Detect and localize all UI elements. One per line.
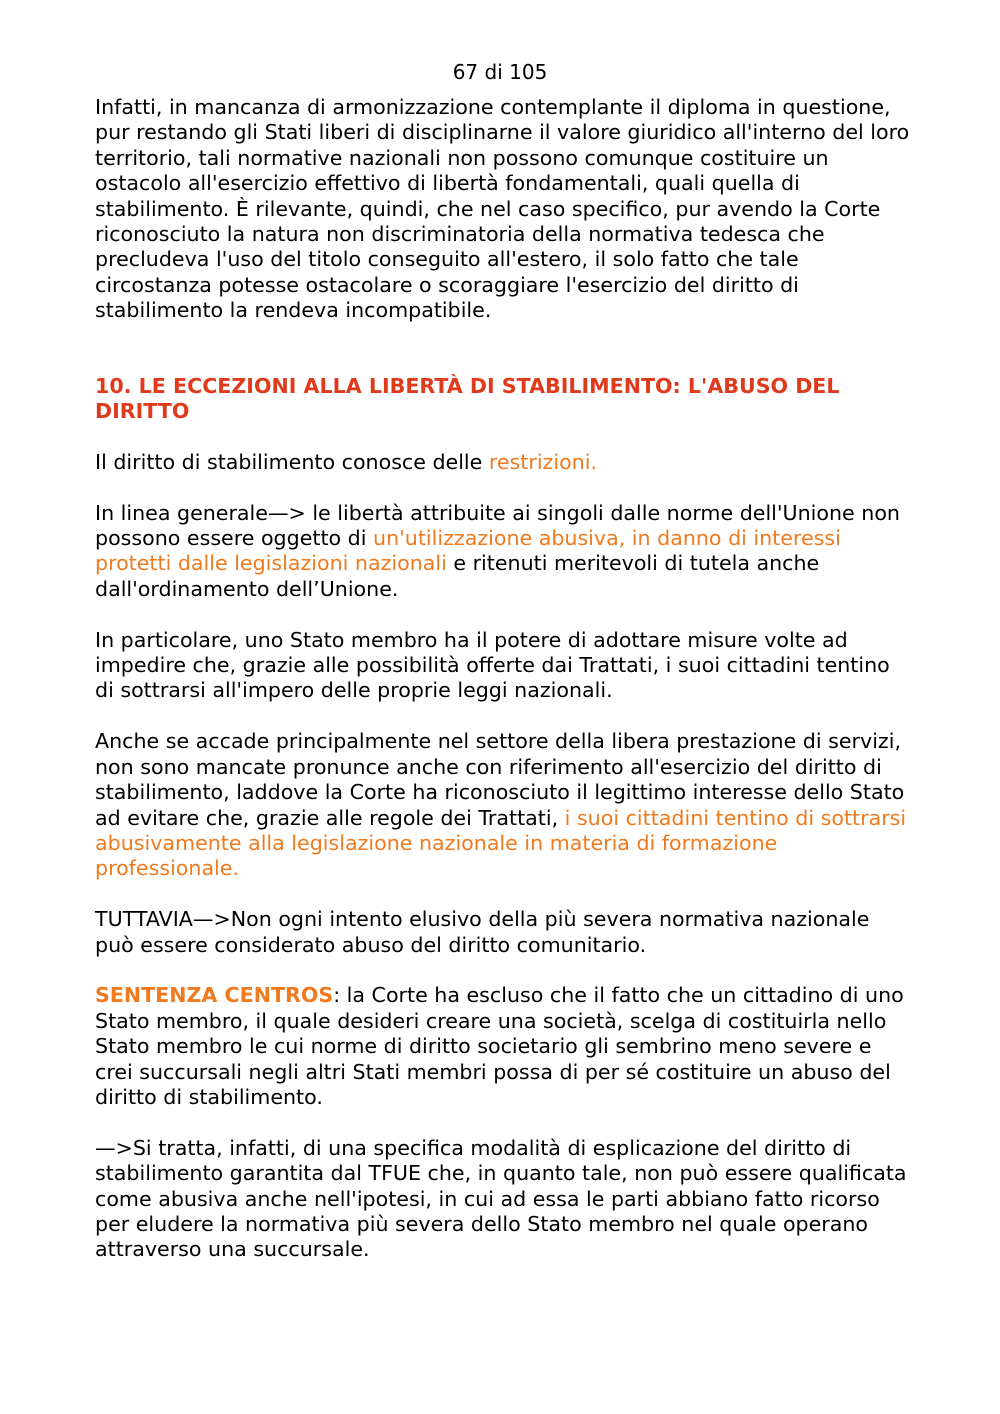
paragraph-3-text-after: e ritenuti meritevoli di tutela anche dall'ordinamento dell’Unione. bbox=[95, 551, 820, 601]
paragraph-3-text-before: In linea generale—> le libertà attribuite ai singoli dalle norme dell'Unione non possono essere oggetto di bbox=[95, 500, 900, 551]
paragraph-2-text: Il diritto di stabilimento conosce delle bbox=[95, 449, 489, 474]
sentenza-centros-label: SENTENZA CENTROS bbox=[95, 983, 334, 1008]
paragraph-2-highlight: restrizioni. bbox=[488, 449, 598, 474]
paragraph-5 bbox=[95, 729, 910, 881]
paragraph-7 bbox=[95, 983, 910, 1110]
paragraph-6: TUTTAVIA—>Non ogni intento elusivo della più severa normativa nazionale può essere considerato abuso del diritto comunitario. bbox=[95, 907, 870, 957]
section-heading: 10. LE ECCEZIONI ALLA LIBERTÀ DI STABILIMENTO: L'ABUSO DEL DIRITTO bbox=[95, 373, 840, 424]
paragraph-2 bbox=[95, 450, 910, 475]
paragraph-3 bbox=[95, 501, 910, 603]
paragraph-8: —>Si tratta, infatti, di una specifica modalità di esplicazione del diritto di stabilimento garantita dal TFUE che, in quanto tale, non può essere qualificata come abusiva anche nell'ipotesi, in cui ad essa le parti abbiano fatto ricorso per eludere la normativa più severa dello Stato membro nel quale operano attraverso una succursale. bbox=[95, 1135, 907, 1262]
paragraph-4: In particolare, uno Stato membro ha il potere di adottare misure volte ad impedire che, grazie alle possibilità offerte dai Trattati, i suoi cittadini tentino di sottrarsi all'impero delle proprie leggi nazionali. bbox=[95, 627, 890, 703]
paragraph-1: Infatti, in mancanza di armonizzazione contemplante il diploma in questione, pur restando gli Stati liberi di disciplinarne il valore giuridico all'interno del loro territorio, tali normative nazionali non possono comunque costituire un ostacolo all'esercizio effettivo di libertà fondamentali, quali quella di stabilimento. È rilevante, quindi, che nel caso specifico, pur avendo la Corte riconosciuto la natura non discriminatoria della normativa tedesca che precludeva l'uso del titolo conseguito all'estero, il solo fatto che tale circostanza potesse ostacolare o scoraggiare l'esercizio del diritto di stabilimento la rendeva incompatibile. bbox=[95, 95, 910, 323]
paragraph-5-text-before: Anche se accade principalmente nel settore della libera prestazione di servizi, non sono mancate pronunce anche con riferimento all'esercizio del diritto di stabilimento, laddove la Corte ha riconosciuto il legittimo interesse dello Stato ad evitare che, grazie alle regole dei Trattati, bbox=[95, 729, 905, 830]
paragraph-5-highlight: i suoi cittadini tentino di sottrarsi abusivamente alla legislazione nazionale in materia di formazione professionale. bbox=[95, 805, 907, 881]
paragraph-7-text: : la Corte ha escluso che il fatto che un cittadino di uno Stato membro, il quale desideri creare una società, scelga di costituirla nello Stato membro le cui norme di diritto societario gli sembrino meno severe e crei succursali negli altri Stati membri possa di per sé costituire un abuso del diritto di stabilimento. bbox=[95, 983, 904, 1109]
page-number: 67 di 105 bbox=[452, 60, 548, 84]
document-body bbox=[95, 95, 910, 1288]
paragraph-3-highlight: un'utilizzazione abusiva, in danno di interessi protetti dalle legislazioni nazionali bbox=[95, 526, 841, 576]
